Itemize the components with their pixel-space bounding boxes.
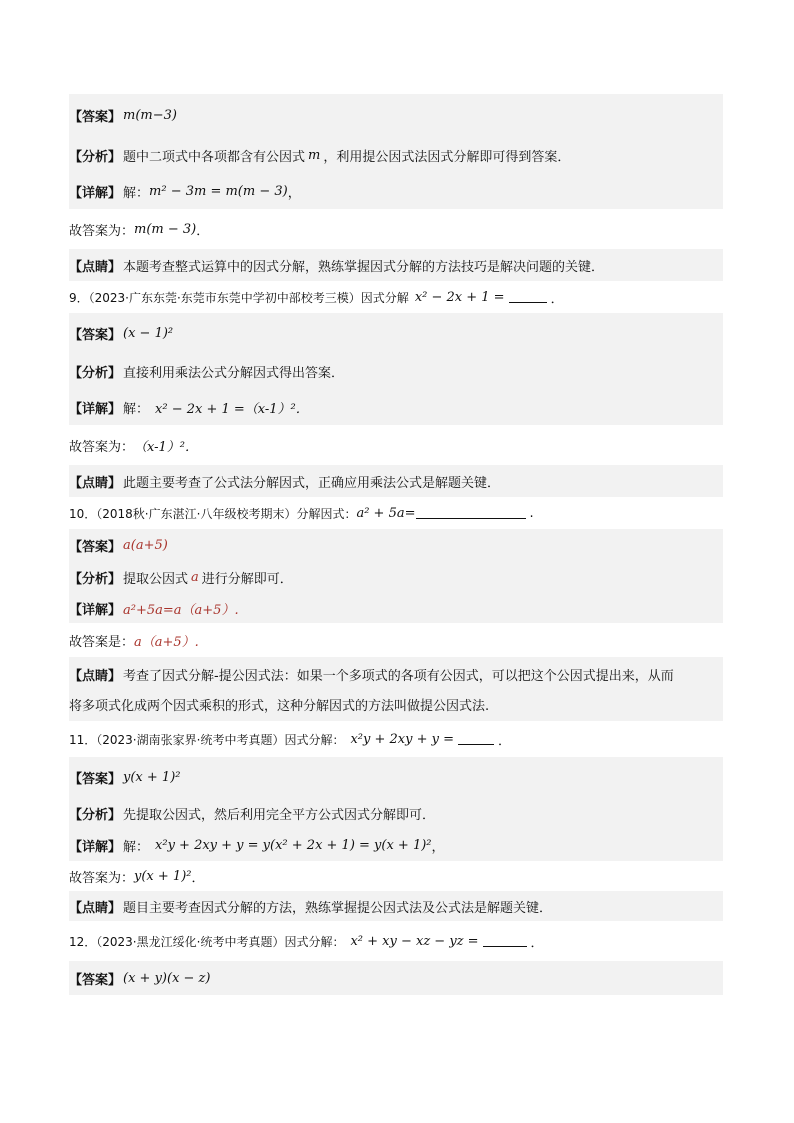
analysis-variable: a [191,569,199,585]
conclusion-expression: y(x + 1)² [134,868,192,884]
detail-row [69,593,723,623]
comment-row-continued [69,689,723,719]
question-stem-text: 12．（2023·黑龙江绥化·统考中考真题）因式分解： [69,934,345,949]
detail-row [69,173,723,209]
conclusion-prefix: 故答案是： [69,634,135,650]
analysis-label: 【分析】 [69,807,122,823]
document-page [69,94,723,995]
detail-prefix: 解： [123,839,150,855]
analysis-row [69,797,723,829]
comment-block [69,657,723,721]
answer-blank [483,935,527,947]
question-expression: x²y + 2xy + y = [350,731,454,747]
conclusion-prefix: 故答案为： [69,870,135,886]
detail-label: 【详解】 [69,602,122,618]
answer-blank [416,507,526,519]
answer-label: 【答案】 [69,110,122,125]
answer-expression: (x + y)(x − z) [123,970,211,986]
question-end: . [529,505,534,521]
question-expression: x² + xy − xz − yz = [350,933,479,949]
detail-expression: x² − 2x + 1 =（x-1）²． [155,401,309,417]
analysis-label: 【分析】 [69,365,122,381]
answer-row [69,94,723,137]
comment-label: 【点睛】 [69,900,122,916]
detail-expression: a²+5a=a（a+5）. [123,602,239,618]
detail-label: 【详解】 [69,401,122,417]
question-stem-text: 9．（2023·广东东莞·东莞市东莞中学初中部校考三模）因式分解 [69,290,409,305]
detail-label: 【详解】 [69,185,122,201]
question-10-stem [69,497,723,529]
comment-row [69,465,723,497]
conclusion-row [69,861,723,891]
answer-label: 【答案】 [69,771,122,787]
comment-row [69,249,723,281]
detail-prefix: 解： [123,401,150,417]
answer-label: 【答案】 [69,972,122,988]
conclusion-row [69,623,723,657]
comment-text-2: 将多项式化成两个因式乘积的形式，这种分解因式的方法叫做提公因式法. [69,698,490,714]
comment-label: 【点睛】 [69,475,122,491]
answer-expression: y(x + 1)² [123,769,181,785]
answer-row [69,313,723,353]
conclusion-end: ． [196,223,210,239]
answer-expression: (x − 1)² [123,325,174,341]
answer-row [69,757,723,797]
question-end: ． [550,291,564,307]
analysis-text-end: ，利用提公因式法因式分解即可得到答案． [323,149,571,165]
analysis-text: 先提取公因式，然后利用完全平方公式因式分解即可． [123,807,436,823]
analysis-row [69,353,723,389]
answer-label: 【答案】 [69,327,122,343]
comment-text: 本题考查整式运算中的因式分解，熟练掌握因式分解的方法技巧是解决问题的关键． [123,259,605,275]
answer-blank [509,291,547,303]
comment-text: 考查了因式分解-提公因式法：如果一个多项式的各项有公因式，可以把这个公因式提出来，从而 [123,668,674,684]
question-9-stem [69,281,723,313]
analysis-row [69,561,723,593]
comment-label: 【点睛】 [69,668,122,684]
answer-row [69,961,723,995]
question-12-stem [69,921,723,961]
conclusion-expression: a（a+5）. [134,634,199,650]
analysis-label: 【分析】 [69,571,122,587]
question-expression: x² − 2x + 1 = [414,289,505,305]
detail-label: 【详解】 [69,839,122,855]
question-11-stem [69,721,723,757]
conclusion-row [69,425,723,465]
question-stem-text: 11．（2023·湖南张家界·统考中考真题）因式分解： [69,732,345,747]
detail-row [69,389,723,425]
analysis-text: 直接利用乘法公式分解因式得出答案． [123,365,345,381]
conclusion-row [69,209,723,249]
detail-prefix: 解： [123,185,150,201]
comment-text: 题目主要考查因式分解的方法，熟练掌握提公因式法及公式法是解题关键． [123,900,553,916]
question-end: ． [530,935,544,951]
analysis-variable: m [308,147,321,163]
answer-expression: a(a+5) [123,537,168,553]
conclusion-end: ． [191,870,205,886]
analysis-row [69,137,723,173]
conclusion-prefix: 故答案为： [69,223,135,239]
question-end: ． [497,733,511,749]
conclusion-expression: m(m − 3) [134,221,197,237]
detail-end: ， [431,839,445,855]
comment-row [69,891,723,921]
analysis-text: 题中二项式中各项都含有公因式 [123,149,306,165]
question-stem-text: 10．（2018秋·广东湛江·八年级校考期末）分解因式： [69,506,357,521]
analysis-text: 提取公因式 [123,571,189,587]
answer-blank [458,733,494,745]
detail-end: ， [287,185,301,201]
comment-text: 此题主要考查了公式法分解因式，正确应用乘法公式是解题关键． [123,475,501,491]
comment-row [69,659,723,689]
comment-label: 【点睛】 [69,259,122,275]
analysis-label: 【分析】 [69,149,122,165]
analysis-text-end: 进行分解即可． [201,571,293,587]
answer-row [69,529,723,561]
conclusion-prefix: 故答案为： [69,439,135,455]
detail-expression: m² − 3m = m(m − 3) [149,183,288,199]
detail-expression: x²y + 2xy + y = y(x² + 2x + 1) = y(x + 1)² [155,837,432,853]
detail-row [69,829,723,861]
answer-label: 【答案】 [69,539,122,555]
question-expression: a² + 5a= [356,505,416,521]
answer-expression: m(m−3) [123,108,177,123]
conclusion-expression: （x-1）²． [134,439,198,455]
